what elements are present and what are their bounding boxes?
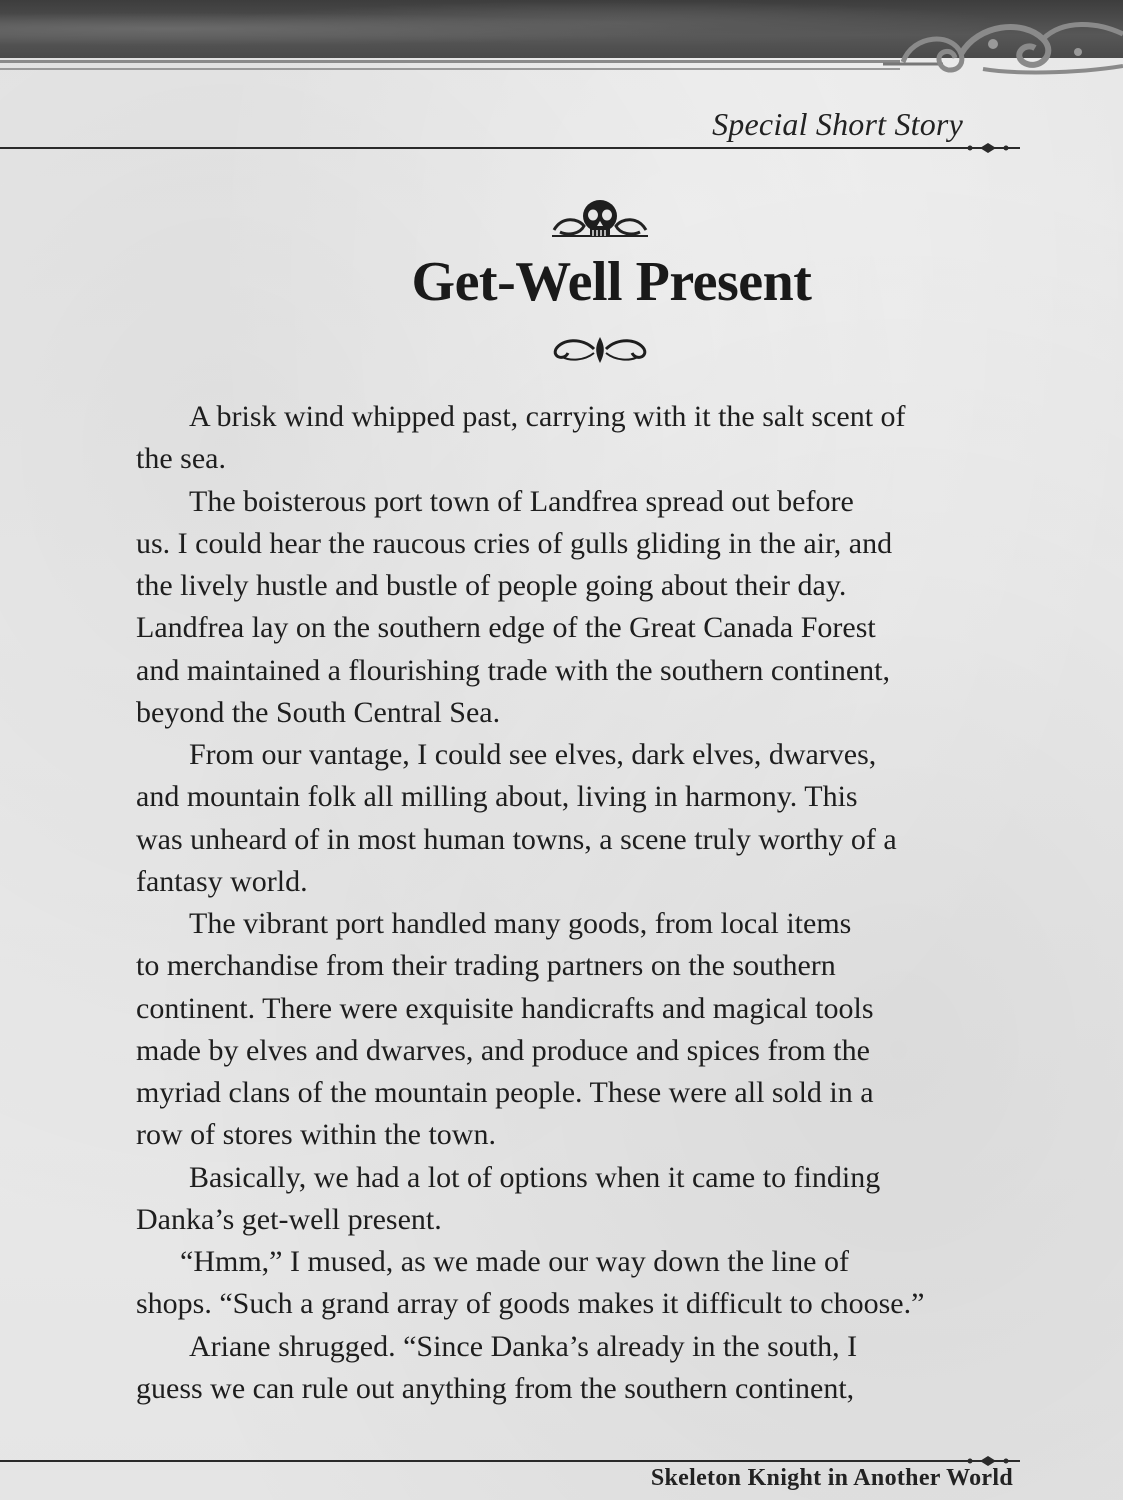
baroque-scroll-ornament-icon bbox=[883, 14, 1123, 84]
body-line: and mountain folk all milling about, living in harmony. This bbox=[136, 780, 858, 814]
body-line: continent. There were exquisite handicrafts and magical tools bbox=[136, 991, 874, 1025]
body-line: Ariane shrugged. “Since Danka’s already in the south, I bbox=[189, 1329, 858, 1363]
diamond-rule-ornament-icon bbox=[956, 142, 1020, 154]
body-line: was unheard of in most human towns, a scene truly worthy of a bbox=[136, 822, 897, 856]
body-line: shops. “Such a grand array of goods makes it difficult to choose.” bbox=[136, 1287, 925, 1321]
section-label: Special Short Story bbox=[712, 106, 963, 142]
body-line: fantasy world. bbox=[136, 864, 308, 898]
top-band-rule bbox=[0, 60, 900, 63]
fleur-flourish-ornament-icon bbox=[550, 333, 650, 367]
story-title: Get-Well Present bbox=[411, 251, 812, 313]
body-line: Danka’s get-well present. bbox=[136, 1202, 442, 1236]
body-line: beyond the South Central Sea. bbox=[136, 695, 501, 729]
footer-rule bbox=[0, 1460, 1010, 1462]
body-line: made by elves and dwarves, and produce and spices from the bbox=[136, 1033, 870, 1067]
body-line: and maintained a flourishing trade with the southern continent, bbox=[136, 653, 890, 687]
skull-ornament-icon bbox=[550, 196, 650, 242]
story-body bbox=[136, 396, 1016, 1410]
body-line: row of stores within the town. bbox=[136, 1118, 496, 1152]
body-line: A brisk wind whipped past, carrying with it the salt scent of bbox=[189, 400, 906, 433]
body-line: “Hmm,” I mused, as we made our way down the line of bbox=[180, 1245, 849, 1278]
body-line: the lively hustle and bustle of people going about their day. bbox=[136, 569, 847, 602]
body-line: Landfrea lay on the southern edge of the Great Canada Forest bbox=[136, 611, 876, 645]
body-line: myriad clans of the mountain people. These were all sold in a bbox=[136, 1076, 874, 1109]
body-line: The vibrant port handled many goods, from local items bbox=[189, 907, 852, 940]
body-line: From our vantage, I could see elves, dark elves, dwarves, bbox=[189, 738, 877, 771]
body-line: guess we can rule out anything from the southern continent, bbox=[136, 1371, 855, 1405]
header-rule bbox=[0, 147, 1010, 149]
body-line: The boisterous port town of Landfrea spread out before bbox=[189, 484, 854, 518]
book-title-footer: Skeleton Knight in Another World bbox=[650, 1465, 1013, 1491]
body-line: the sea. bbox=[136, 442, 226, 476]
body-line: us. I could hear the raucous cries of gulls gliding in the air, and bbox=[136, 526, 893, 560]
body-line: Basically, we had a lot of options when it came to finding bbox=[189, 1160, 881, 1194]
body-line: to merchandise from their trading partners on the southern bbox=[136, 949, 836, 983]
top-band-rule-secondary bbox=[0, 68, 900, 70]
